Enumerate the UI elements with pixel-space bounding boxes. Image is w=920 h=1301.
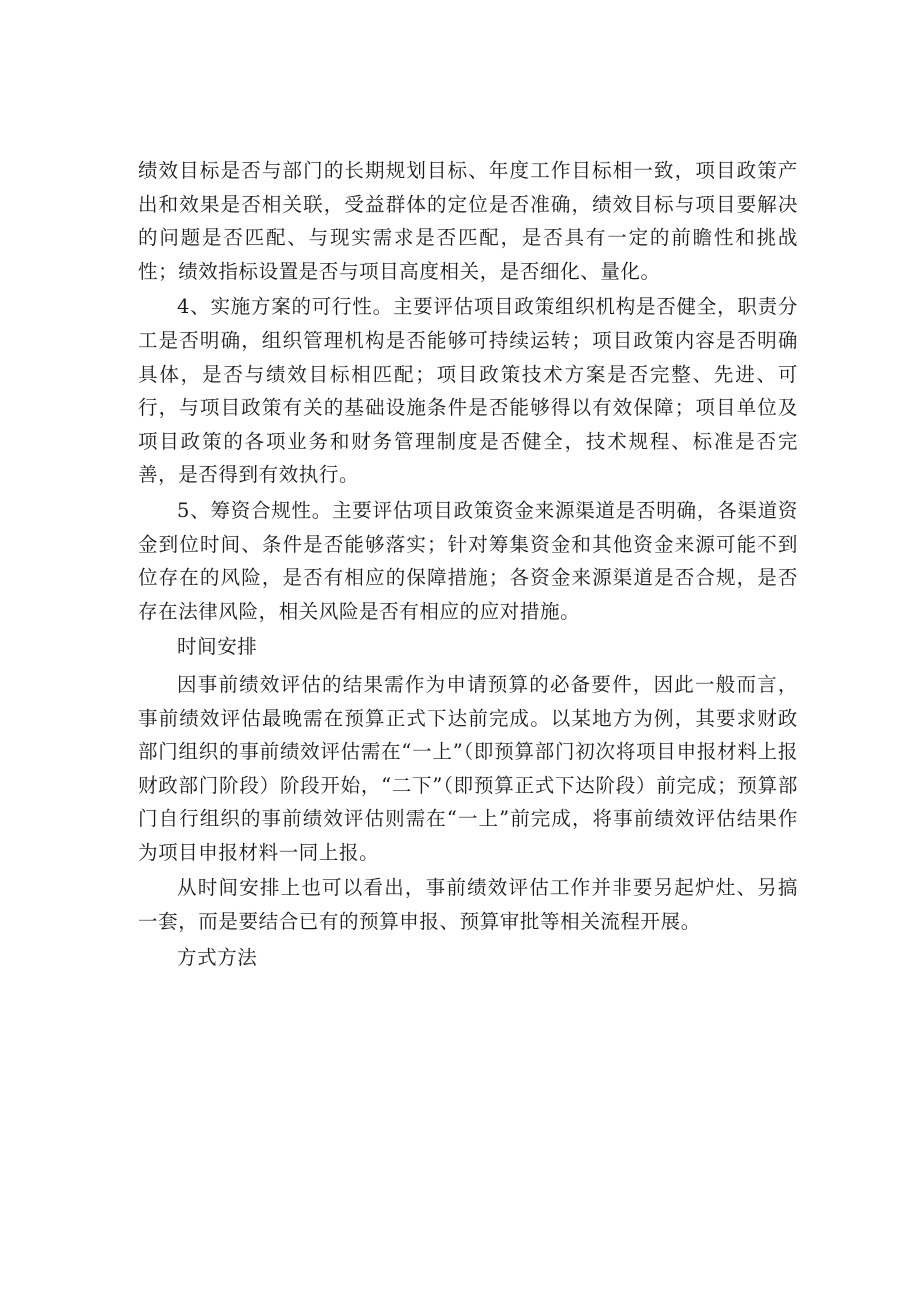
paragraph-implementation-feasibility: 4、实施方案的可行性。主要评估项目政策组织机构是否健全，职责分工是否明确，组织管理机构是否能够可持续运转；项目政策内容是否明确具体，是否与绩效目标相匹配；项目政策技术方案是否完整、先进、可行，与项目政策有关的基础设施条件是否能够得以有效保障；项目单位及项目政策的各项业务和财务管理制度是否健全，技术规程、标准是否完善，是否得到有效执行。 <box>138 295 798 487</box>
paragraph-schedule-details: 因事前绩效评估的结果需作为申请预算的必备要件，因此一般而言，事前绩效评估最晚需在预算正式下达前完成。以某地方为例，其要求财政部门组织的事前绩效评估需在“一上”（即预算部门初次将项目申报材料上报财政部门阶段）阶段开始，“二下”（即预算正式下达阶段）前完成；预算部门自行组织的事前绩效评估则需在“一上”前完成，将事前绩效评估结果作为项目申报材料一同上报。 <box>138 672 798 864</box>
document-body <box>138 154 798 978</box>
paragraph-schedule-conclusion: 从时间安排上也可以看出，事前绩效评估工作并非要另起炉灶、另搞一套，而是要结合已有的预算申报、预算审批等相关流程开展。 <box>138 876 798 934</box>
paragraph-performance-goals: 绩效目标是否与部门的长期规划目标、年度工作目标相一致，项目政策产出和效果是否相关联，受益群体的定位是否准确，绩效目标与项目要解决的问题是否匹配、与现实需求是否匹配，是否具有一定的前瞻性和挑战性；绩效指标设置是否与项目高度相关，是否细化、量化。 <box>138 159 798 283</box>
paragraph-funding-compliance: 5、筹资合规性。主要评估项目政策资金来源渠道是否明确，各渠道资金到位时间、条件是否能够落实；针对筹集资金和其他资金来源可能不到位存在的风险，是否有相应的保障措施；各资金来源渠道是否合规，是否存在法律风险，相关风险是否有相应的应对措施。 <box>138 498 798 623</box>
section-heading-methods: 方式方法 <box>177 945 258 969</box>
section-heading-schedule: 时间安排 <box>177 635 258 659</box>
